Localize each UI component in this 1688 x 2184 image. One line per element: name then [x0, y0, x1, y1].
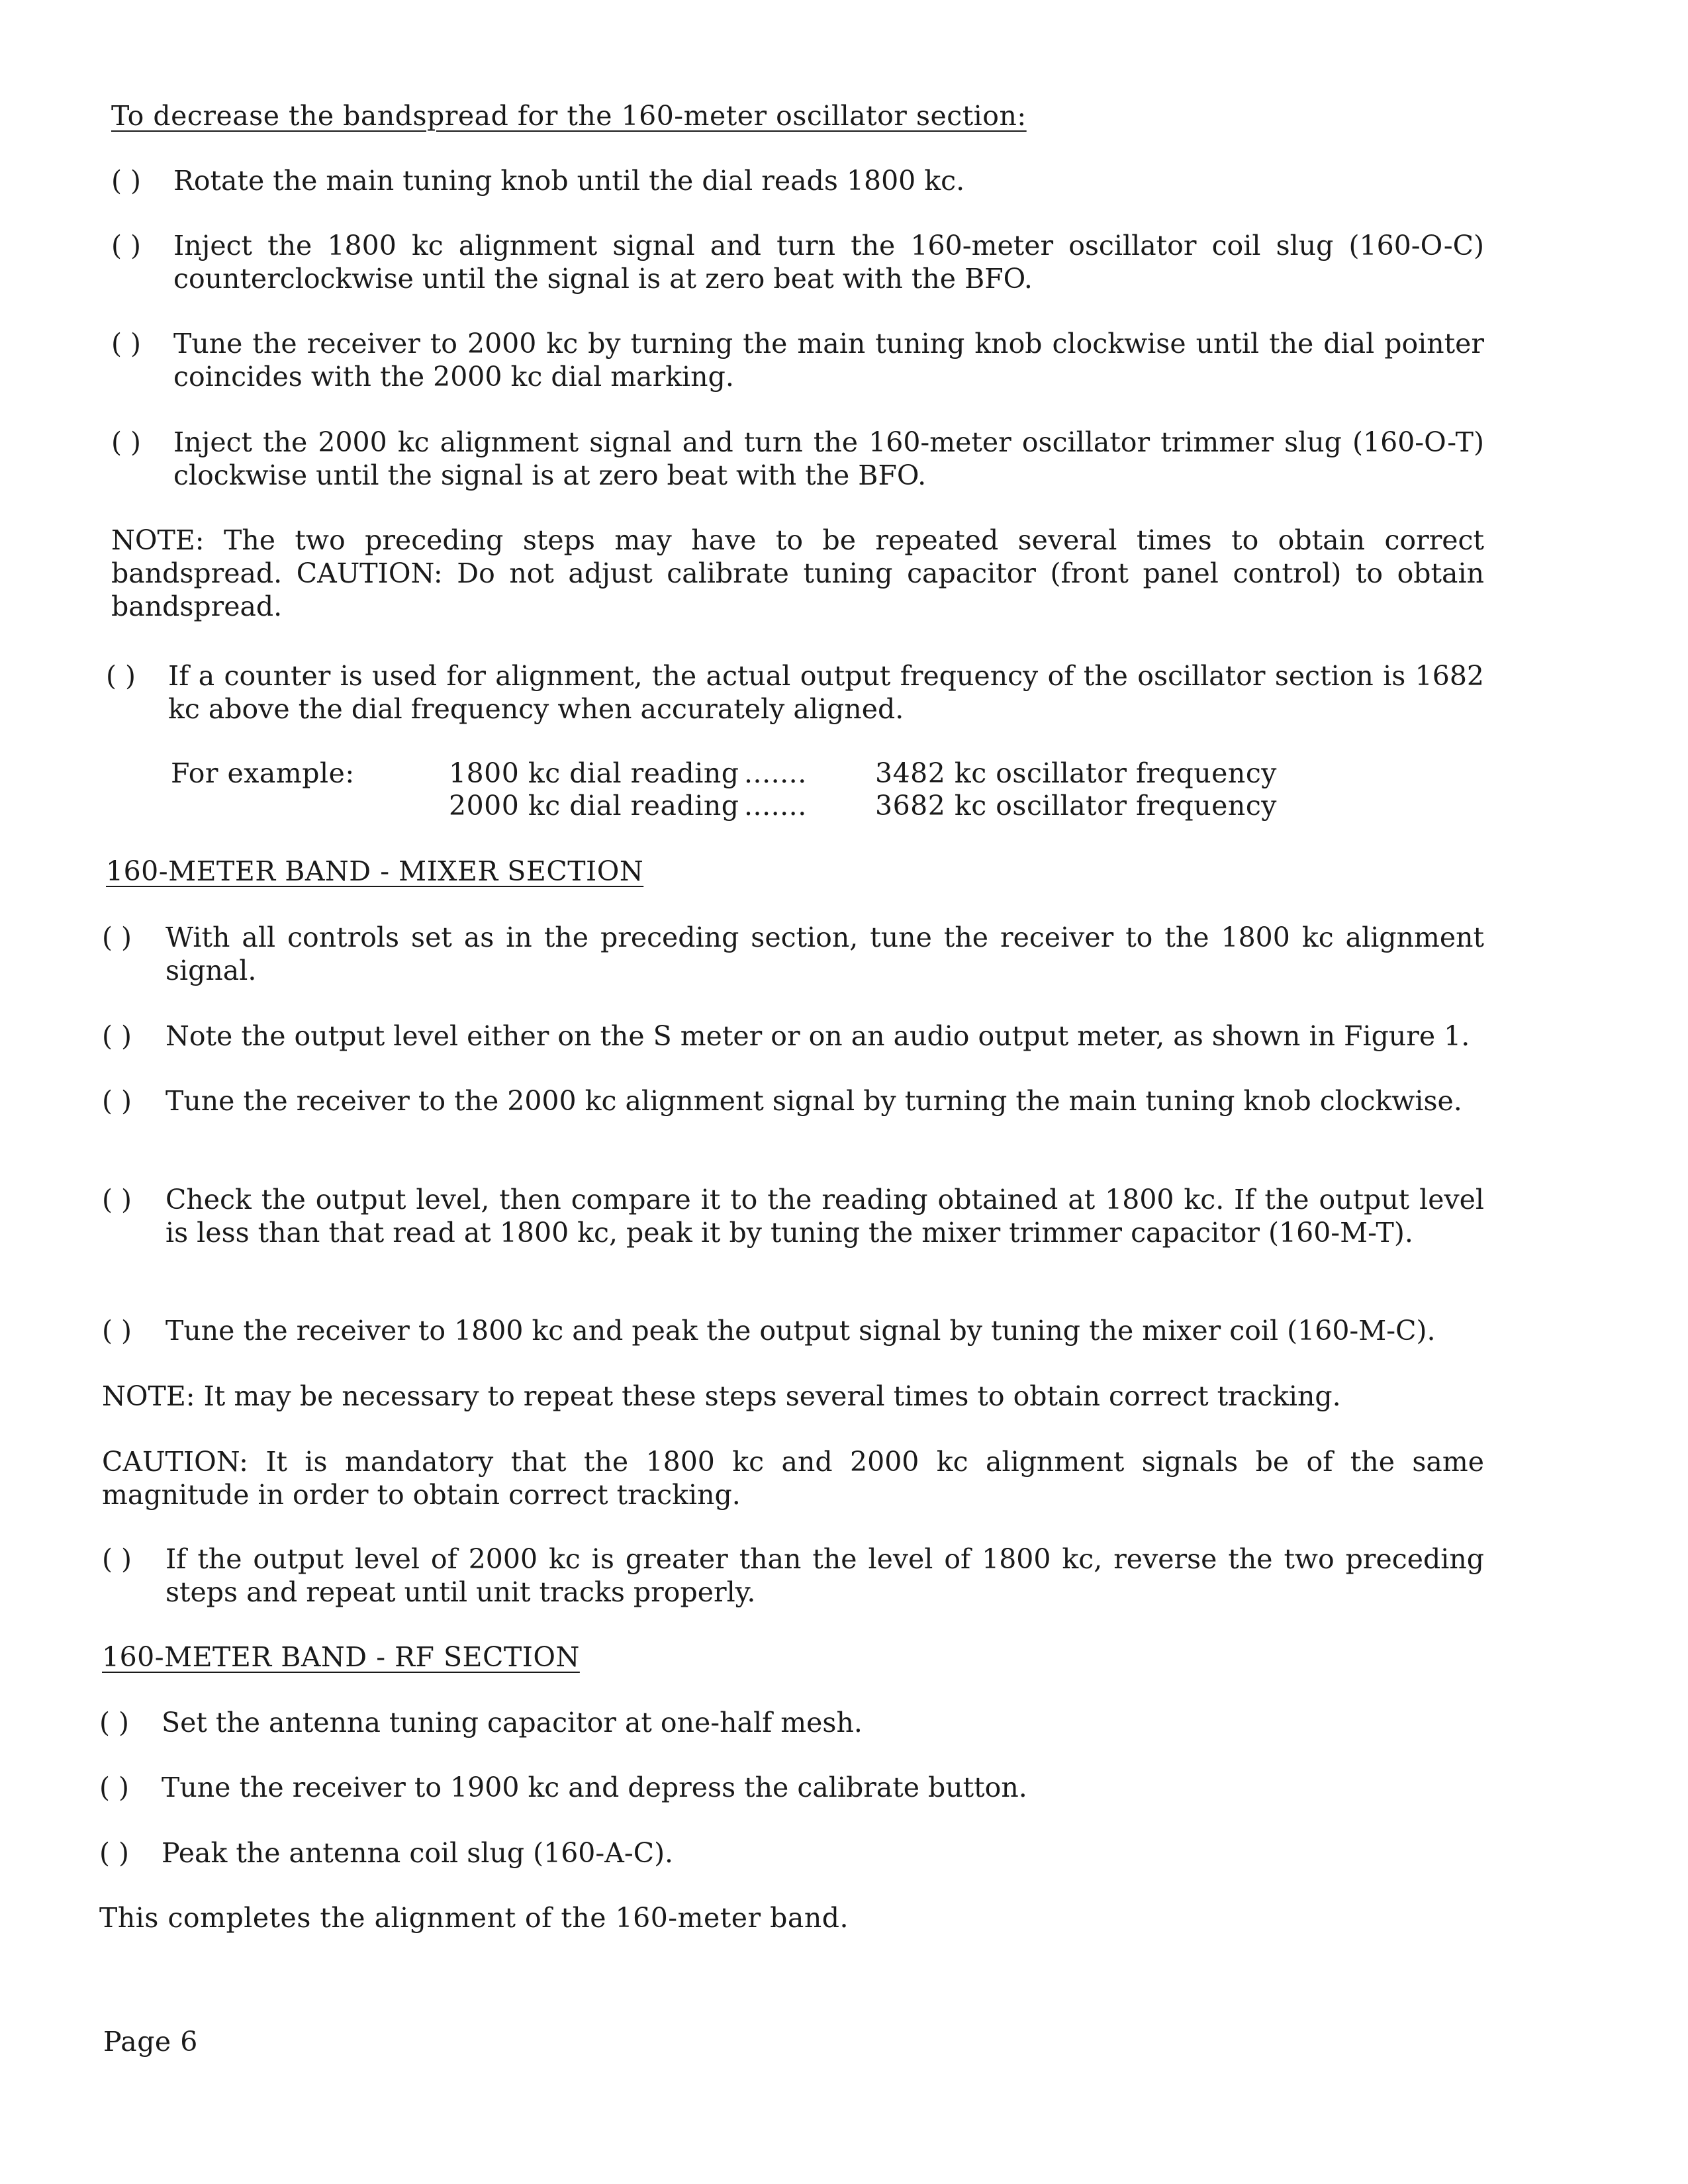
example-label: For example: — [171, 757, 355, 789]
osc-step-3: Tune the receiver to 2000 kc by turning the main tuning knob clockwise until the dial pointer coincides with the 2000 kc dial marking. — [173, 328, 1484, 393]
checkbox[interactable]: ( ) — [111, 328, 142, 359]
rf-step-3: Peak the antenna coil slug (160-A-C). — [162, 1837, 674, 1869]
oscillator-section-heading: To decrease the bandspread for the 160-meter oscillator section: — [111, 100, 1027, 132]
mixer-note: NOTE: It may be necessary to repeat these steps several times to obtain correct tracking. — [102, 1380, 1341, 1412]
osc-step-1: Rotate the main tuning knob until the dial reads 1800 kc. — [173, 165, 965, 197]
mixer-step-5: Tune the receiver to 1800 kc and peak the output signal by tuning the mixer coil (160-M-C). — [165, 1315, 1436, 1347]
checkbox[interactable]: ( ) — [102, 1184, 132, 1215]
checkbox[interactable]: ( ) — [99, 1837, 130, 1869]
osc-step-4: Inject the 2000 kc alignment signal and turn the 160-meter oscillator trimmer slug (160-O-T) clockwise until the signal is at zero beat with the BFO. — [173, 426, 1484, 491]
example-2-dial: 2000 kc dial reading — [449, 790, 739, 822]
example-2-osc: 3682 kc oscillator frequency — [875, 790, 1277, 822]
example-2-dots: ....... — [744, 790, 807, 822]
rf-section-heading: 160-METER BAND - RF SECTION — [102, 1641, 580, 1673]
osc-step-2: Inject the 1800 kc alignment signal and turn the 160-meter oscillator coil slug (160-O-C) counterclockwise until the signal is at zero beat with the BFO. — [173, 230, 1484, 295]
osc-counter-step: If a counter is used for alignment, the actual output frequency of the oscillator section is 1682 kc above the dial frequency when accurately aligned. — [168, 660, 1484, 725]
osc-note: NOTE: The two preceding steps may have to be repeated several times to obtain correct bandspread. CAUTION: Do not adjust calibrate tuning capacitor (front panel control) to obtain bandspread. — [111, 524, 1484, 622]
mixer-step-1: With all controls set as in the preceding section, tune the receiver to the 1800 kc alignment signal. — [165, 922, 1484, 986]
checkbox[interactable]: ( ) — [111, 165, 142, 197]
rf-step-2: Tune the receiver to 1900 kc and depress the calibrate button. — [162, 1772, 1027, 1803]
mixer-step-3: Tune the receiver to the 2000 kc alignment signal by turning the main tuning knob clockwise. — [165, 1085, 1462, 1117]
checkbox[interactable]: ( ) — [102, 1085, 132, 1117]
mixer-step-2: Note the output level either on the S meter or on an audio output meter, as shown in Figure 1. — [165, 1020, 1470, 1052]
mixer-step-4: Check the output level, then compare it to the reading obtained at 1800 kc. If the output level is less than that read at 1800 kc, peak it by tuning the mixer trimmer capacitor (160-M-T). — [165, 1184, 1484, 1249]
mixer-final-step: If the output level of 2000 kc is greater than the level of 1800 kc, reverse the two preceding steps and repeat until unit tracks properly. — [165, 1543, 1484, 1608]
mixer-section-heading: 160-METER BAND - MIXER SECTION — [106, 855, 644, 887]
example-1-dial: 1800 kc dial reading — [449, 757, 739, 789]
example-1-dots: ....... — [744, 757, 807, 789]
mixer-caution: CAUTION: It is mandatory that the 1800 kc and 2000 kc alignment signals be of the same magnitude in order to obtain correct tracking. — [102, 1446, 1484, 1511]
page-number: Page 6 — [103, 2026, 198, 2058]
checkbox[interactable]: ( ) — [102, 1315, 132, 1347]
checkbox[interactable]: ( ) — [102, 1020, 132, 1052]
checkbox[interactable]: ( ) — [106, 660, 136, 692]
rf-step-1: Set the antenna tuning capacitor at one-half mesh. — [162, 1707, 863, 1738]
example-1-osc: 3482 kc oscillator frequency — [875, 757, 1277, 789]
checkbox[interactable]: ( ) — [99, 1772, 130, 1803]
rf-closing: This completes the alignment of the 160-meter band. — [99, 1902, 849, 1934]
checkbox[interactable]: ( ) — [111, 230, 142, 261]
checkbox[interactable]: ( ) — [102, 1543, 132, 1575]
checkbox[interactable]: ( ) — [102, 922, 132, 953]
checkbox[interactable]: ( ) — [111, 426, 142, 458]
checkbox[interactable]: ( ) — [99, 1707, 130, 1738]
